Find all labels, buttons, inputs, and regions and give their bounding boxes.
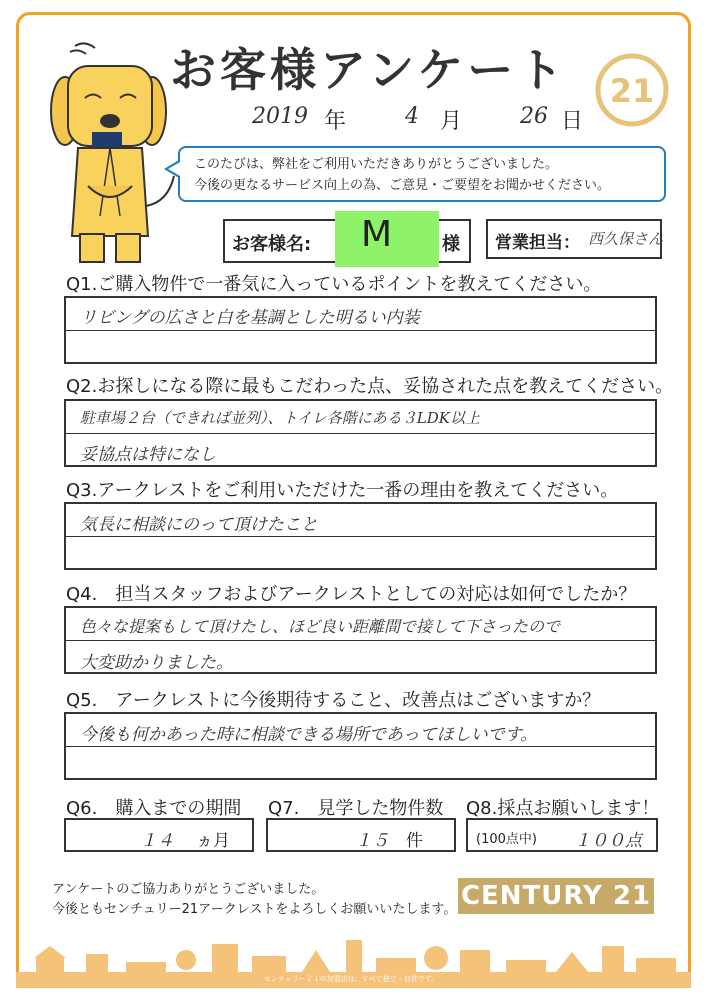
closing-message [52, 880, 456, 920]
page-title: お客様アンケート [170, 43, 568, 97]
question-7: Q7. 見学した物件数 [268, 798, 444, 819]
question-8: Q8.採点お願いします！ [466, 798, 660, 819]
intro-speech-bubble [178, 146, 666, 202]
footer-note: センチュリー２１の加盟店は、すべて独立・自営です。 [264, 975, 439, 983]
customer-name-suffix: 様 [442, 234, 460, 255]
q7-value: １５ [355, 831, 389, 851]
logo-number: 21 [609, 72, 655, 110]
century21-brand-logo: CENTURY 21 [458, 878, 654, 914]
date-year: 2019 [252, 104, 308, 129]
question-3: Q3.アークレストをご利用いただけた一番の理由を教えてください。 [66, 480, 619, 501]
customer-name-value: M [361, 214, 393, 255]
answer-2-line-1: 駐車場２台（できれば並列）、トイレ各階にある３LDK以上 [80, 409, 480, 427]
date-year-unit: 年 [324, 109, 347, 134]
intro-line-1: このたびは、弊社をご利用いただきありがとうございました。 [194, 157, 559, 172]
q7-unit: 件 [406, 831, 423, 851]
date-month: 4 [405, 104, 419, 129]
customer-name-label: お客様名: [232, 234, 312, 255]
intro-line-2: 今後の更なるサービス向上の為、ご意見・ご要望をお聞かせください。 [194, 178, 611, 193]
answer-1-line-1: リビングの広さと白を基調とした明るい内装 [80, 308, 420, 328]
answer-5-line-1: 今後も何かあった時に相談できる場所であってほしいです。 [80, 725, 538, 745]
date-day-unit: 日 [561, 109, 584, 134]
answer-4-line-1: 色々な提案もして頂けたし、ほど良い距離間で接して下さったので [80, 617, 561, 636]
staff-value: 西久保さん [588, 230, 664, 248]
century21-circle-logo [592, 50, 672, 130]
question-2: Q2.お探しになる際に最もこだわった点、妥協された点を教えてください。 [66, 376, 674, 397]
question-6: Q6. 購入までの期間 [66, 798, 242, 819]
question-1: Q1.ご購入物件で一番気に入っているポイントを教えてください。 [66, 274, 602, 295]
q8-value: １００点 [574, 831, 642, 851]
date-month-unit: 月 [440, 109, 463, 134]
date-day: 26 [520, 104, 548, 129]
q6-unit: ヵ月 [196, 831, 230, 851]
answer-3-line-1: 気長に相談にのって頂けたこと [80, 515, 318, 535]
closing-line-2: 今後ともセンチュリー21アークレストをよろしくお願いいたします。 [52, 902, 457, 917]
speech-bubble-tail-inner [168, 162, 180, 176]
question-4: Q4. 担当スタッフおよびアークレストとしての対応は如何でしたか？ [66, 584, 637, 605]
question-5: Q5. アークレストに今後期待すること、改善点はございますか？ [66, 690, 601, 711]
answer-2-line-2: 妥協点は特になし [80, 445, 216, 465]
staff-label: 営業担当： [495, 233, 580, 253]
q8-note: (100点中) [476, 832, 537, 847]
q6-value: １４ [140, 831, 174, 851]
mascot-dog-illustration [40, 36, 180, 266]
answer-4-line-2: 大変助かりました。 [80, 653, 233, 673]
closing-line-1: アンケートのご協力ありがとうございました。 [52, 882, 325, 897]
